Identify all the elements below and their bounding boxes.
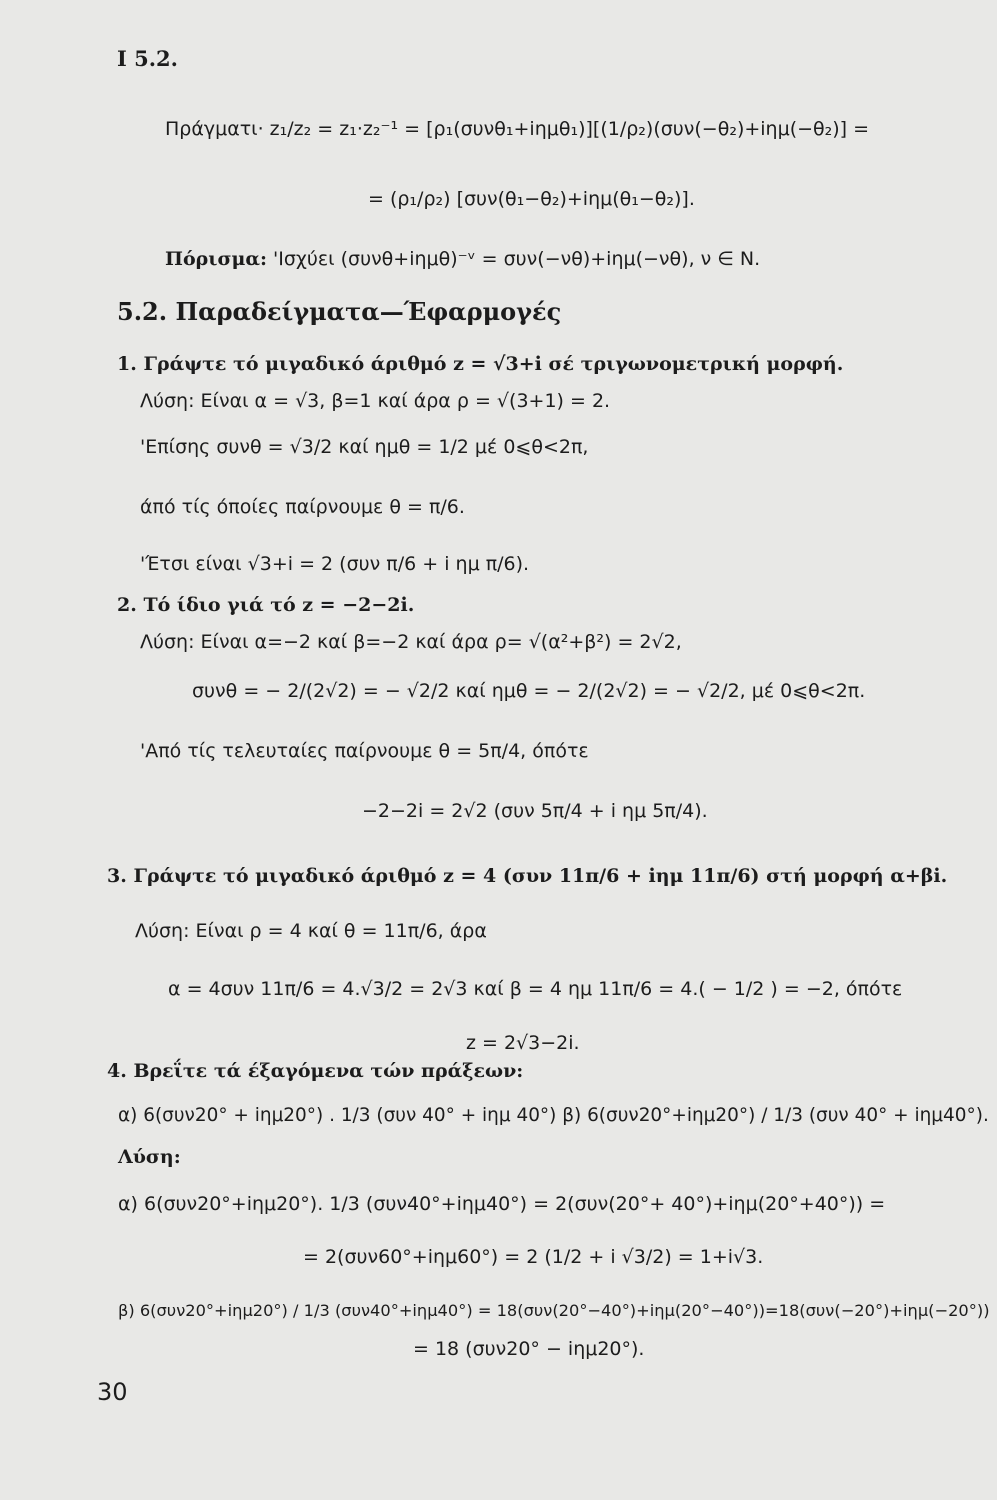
example-1-line-2: 'Επίσης συνθ = √3/2 καί ημθ = 1/2 μέ 0⩽θ<2π,: [140, 436, 589, 458]
example-3-line-1: Λύση: Είναι ρ = 4 καί θ = 11π/6, άρα: [135, 920, 487, 942]
corollary-label: Πόρισμα:: [165, 248, 267, 270]
intro-line-1: Πράγματι· z₁/z₂ = z₁·z₂⁻¹ = [ρ₁(συνθ₁+iημθ₁)][(1/ρ₂)(συν(−θ₂)+iημ(−θ₂)] =: [165, 118, 870, 140]
example-3-line-2: α = 4συν 11π/6 = 4.√3/2 = 2√3 καί β = 4 ημ 11π/6 = 4.( − 1/2 ) = −2, όπότε: [168, 978, 903, 1000]
example-3-statement: 3. Γράψτε τό μιγαδικό άριθμό z = 4 (συν 11π/6 + iημ 11π/6) στή μορφή α+βi.: [107, 865, 948, 887]
intro-line-2: = (ρ₁/ρ₂) [συν(θ₁−θ₂)+iημ(θ₁−θ₂)].: [368, 188, 695, 210]
corollary-text: 'Ισχύει (συνθ+iημθ)⁻ᵛ = συν(−νθ)+iημ(−νθ), ν ∈ N.: [273, 248, 761, 270]
example-1-line-3: άπό τίς όποίες παίρνουμε θ = π/6.: [140, 496, 465, 518]
example-4-line-3: = 2(συν60°+iημ60°) = 2 (1/2 + i √3/2) = 1+i√3.: [303, 1246, 764, 1268]
example-2-line-2: συνθ = − 2/(2√2) = − √2/2 καί ημθ = − 2/(2√2) = − √2/2, μέ 0⩽θ<2π.: [192, 680, 866, 702]
example-4-solution-label: Λύση:: [118, 1146, 181, 1168]
example-2-line-4: −2−2i = 2√2 (συν 5π/4 + i ημ 5π/4).: [362, 800, 708, 822]
example-1-line-4: 'Έτσι είναι √3+i = 2 (συν π/6 + i ημ π/6).: [140, 553, 530, 575]
example-4-statement: 4. Βρεΐτε τά έξαγόμενα τών πράξεων:: [107, 1060, 524, 1082]
example-4-line-5: = 18 (συν20° − iημ20°).: [413, 1338, 645, 1360]
section-title: 5.2. Παραδείγματα—Έφαρμογές: [117, 297, 562, 326]
page-header: I 5.2.: [117, 46, 178, 71]
example-4-line-1: α) 6(συν20° + iημ20°) . 1/3 (συν 40° + iημ 40°) β) 6(συν20°+iημ20°) / 1/3 (συν 40° + iημ40°).: [118, 1105, 989, 1126]
example-3-line-3: z = 2√3−2i.: [466, 1032, 580, 1054]
example-1-line-1: Λύση: Είναι α = √3, β=1 καί άρα ρ = √(3+1) = 2.: [140, 390, 611, 412]
example-2-statement: 2. Τό ίδιο γιά τό z = −2−2i.: [117, 594, 415, 616]
example-4-line-4: β) 6(συν20°+iημ20°) / 1/3 (συν40°+iημ40°) = 18(συν(20°−40°)+iημ(20°−40°))=18(συν(−20°)+iημ(−20°)): [118, 1301, 990, 1320]
example-2-line-3: 'Από τίς τελευταίες παίρνουμε θ = 5π/4, όπότε: [140, 740, 589, 762]
page-number: 30: [97, 1378, 128, 1406]
example-1-statement: 1. Γράψτε τό μιγαδικό άριθμό z = √3+i σέ τριγωνομετρική μορφή.: [117, 353, 844, 375]
example-4-line-2: α) 6(συν20°+iημ20°). 1/3 (συν40°+iημ40°) = 2(συν(20°+ 40°)+iημ(20°+40°)) =: [118, 1193, 886, 1215]
corollary-line: [165, 250, 760, 269]
example-2-line-1: Λύση: Είναι α=−2 καί β=−2 καί άρα ρ= √(α²+β²) = 2√2,: [140, 631, 682, 653]
